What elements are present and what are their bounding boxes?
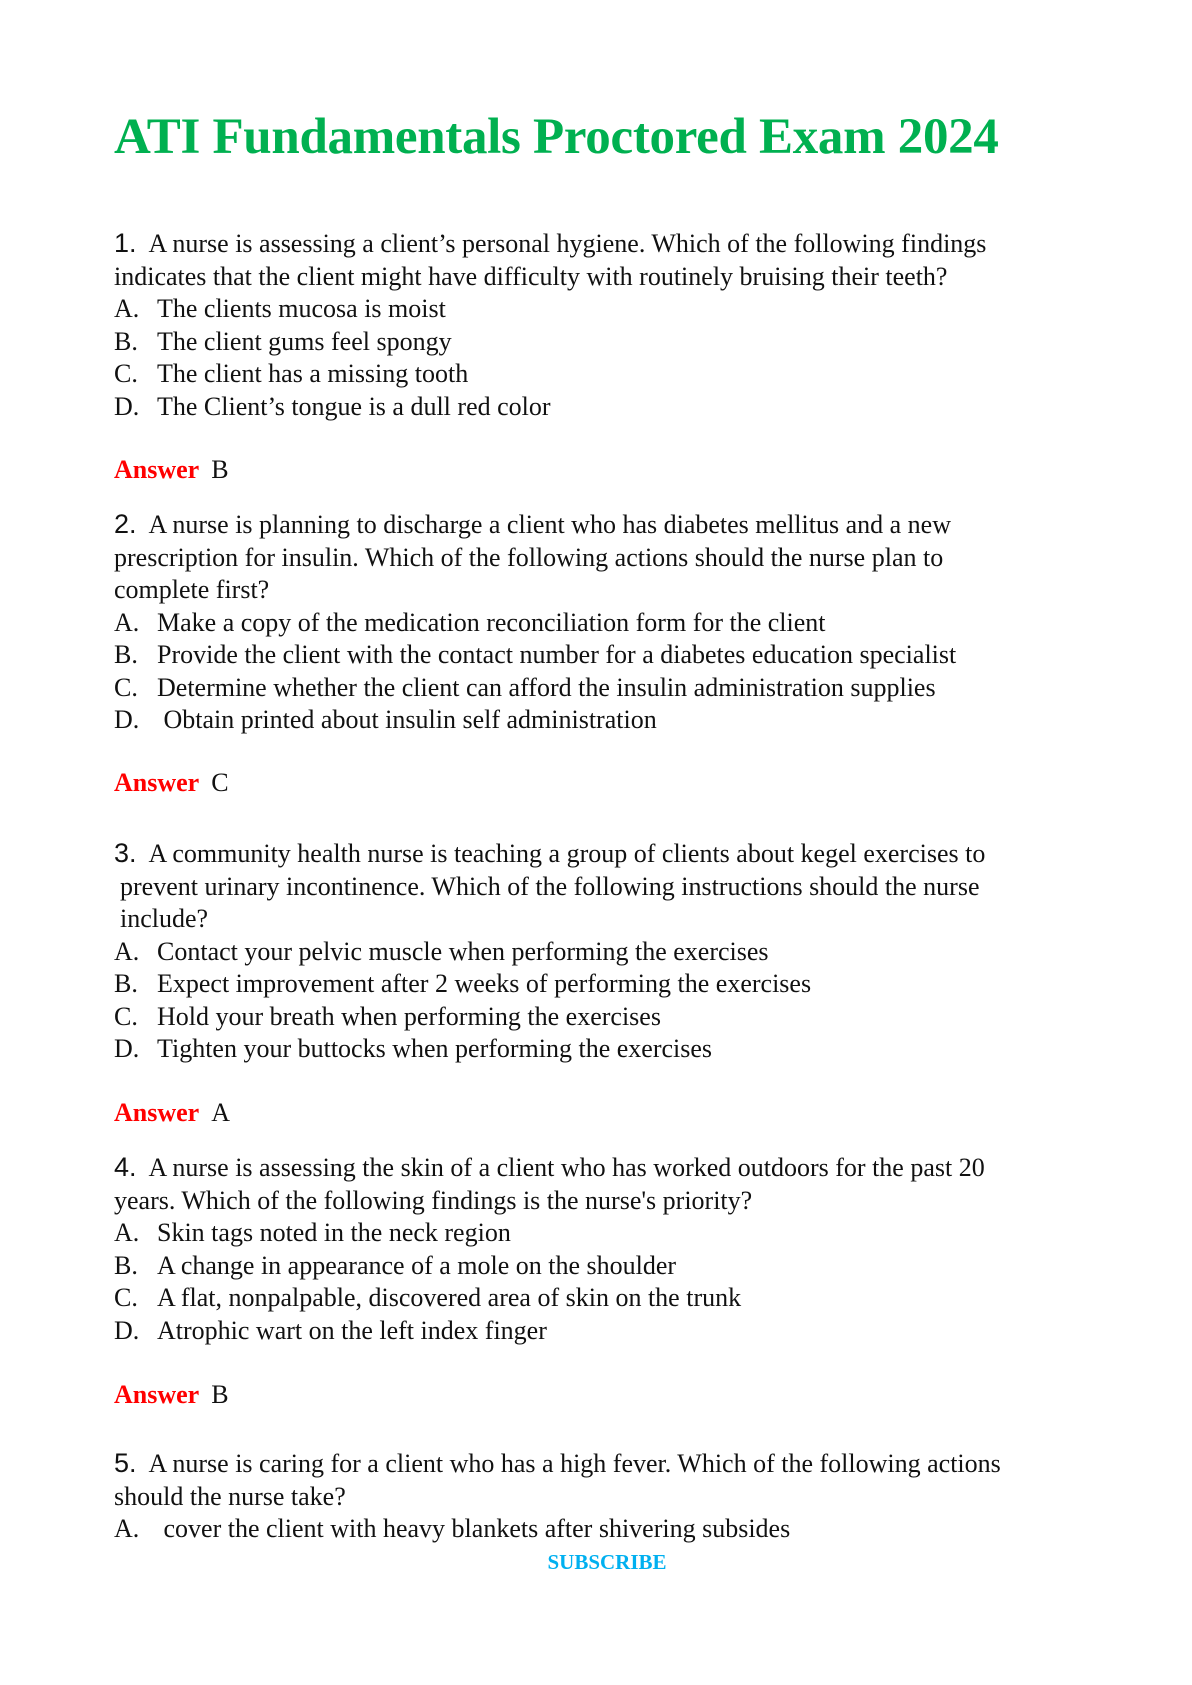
option-text: The client has a missing tooth xyxy=(157,359,469,388)
option-a xyxy=(114,607,956,640)
question-text: A nurse is planning to discharge a client who has diabetes mellitus and a new xyxy=(148,510,951,539)
question-line xyxy=(114,542,956,575)
option-letter: D. xyxy=(114,1315,140,1345)
question-text: should the nurse take? xyxy=(114,1481,346,1511)
option-c xyxy=(114,1282,985,1315)
question-4 xyxy=(114,1151,985,1347)
question-line xyxy=(114,508,956,542)
option-c xyxy=(114,672,956,705)
option-letter: D. xyxy=(114,1034,140,1063)
question-text: prescription for insulin. Which of the following actions should the nurse plan to xyxy=(114,542,944,572)
option-a xyxy=(114,1513,1001,1546)
option-text: A change in appearance of a mole on the shoulder xyxy=(157,1250,677,1280)
question-number: 3. xyxy=(114,838,137,868)
question-line xyxy=(114,574,956,607)
option-text: Make a copy of the medication reconciliation form for the client xyxy=(157,607,826,637)
question-line xyxy=(120,871,985,904)
question-3 xyxy=(114,837,986,1066)
question-number: 5. xyxy=(114,1448,137,1478)
option-letter: C. xyxy=(114,1283,138,1312)
option-b xyxy=(114,326,986,359)
question-5 xyxy=(114,1447,1001,1546)
option-d xyxy=(114,1033,985,1066)
answer-value: C xyxy=(211,768,229,797)
option-text: cover the client with heavy blankets after shivering subsides xyxy=(157,1514,791,1543)
option-text: Provide the client with the contact number for a diabetes education specialist xyxy=(157,640,957,669)
question-line xyxy=(114,837,985,871)
question-text: prevent urinary incontinence. Which of the following instructions should the nurse xyxy=(120,871,980,901)
option-b xyxy=(114,1250,985,1283)
option-text: Tighten your buttocks when performing the exercises xyxy=(157,1034,713,1063)
answer-value: B xyxy=(211,455,229,484)
option-letter: C. xyxy=(114,359,138,388)
answer-value: A xyxy=(211,1098,230,1127)
option-letter: B. xyxy=(114,1250,138,1280)
option-a xyxy=(114,293,986,326)
option-text: A flat, nonpalpable, discovered area of skin on the trunk xyxy=(157,1283,742,1312)
question-text: include? xyxy=(120,904,209,933)
subscribe-link[interactable]: SUBSCRIBE xyxy=(547,1550,667,1574)
answer-4 xyxy=(114,1379,229,1412)
option-text: Atrophic wart on the left index finger xyxy=(157,1315,547,1345)
option-text: Contact your pelvic muscle when performing the exercises xyxy=(157,936,769,966)
option-letter: A. xyxy=(114,607,140,637)
answer-3 xyxy=(114,1097,230,1130)
option-letter: A. xyxy=(114,1514,140,1543)
question-line xyxy=(114,1151,985,1185)
option-letter: D. xyxy=(114,705,140,734)
option-text: The Client’s tongue is a dull red color xyxy=(157,391,551,421)
answer-2 xyxy=(114,767,229,800)
question-text: A nurse is assessing a client’s personal hygiene. Which of the following findings xyxy=(148,229,987,258)
question-line xyxy=(120,903,985,936)
option-d xyxy=(114,704,956,737)
question-line xyxy=(114,261,986,294)
question-1 xyxy=(114,227,986,423)
question-2 xyxy=(114,508,956,737)
answer-value: B xyxy=(211,1380,229,1409)
option-text: Obtain printed about insulin self administration xyxy=(157,705,657,734)
option-text: Skin tags noted in the neck region xyxy=(157,1218,511,1247)
question-text: complete first? xyxy=(114,575,270,604)
question-text: indicates that the client might have difficulty with routinely bruising their teeth? xyxy=(114,261,948,291)
option-d xyxy=(114,1315,985,1348)
document-title: ATI Fundamentals Proctored Exam 2024 xyxy=(114,109,999,165)
option-letter: B. xyxy=(114,969,138,998)
question-number: 4. xyxy=(114,1152,137,1182)
option-letter: D. xyxy=(114,391,140,421)
question-text: A nurse is assessing the skin of a client who has worked outdoors for the past 20 xyxy=(148,1153,985,1182)
question-text: A nurse is caring for a client who has a high fever. Which of the following actions xyxy=(148,1449,1001,1478)
question-text: years. Which of the following findings is the nurse's priority? xyxy=(114,1185,753,1215)
option-b xyxy=(114,968,985,1001)
option-b xyxy=(114,639,956,672)
option-text: Hold your breath when performing the exercises xyxy=(157,1001,661,1031)
option-text: Determine whether the client can afford the insulin administration supplies xyxy=(157,672,936,702)
option-letter: B. xyxy=(114,326,138,356)
option-d xyxy=(114,391,986,424)
option-text: The clients mucosa is moist xyxy=(157,294,446,323)
answer-label: Answer xyxy=(114,1098,200,1127)
answer-1 xyxy=(114,454,229,487)
question-number: 1. xyxy=(114,228,137,258)
question-line xyxy=(114,1481,1001,1514)
option-letter: A. xyxy=(114,294,140,323)
question-line xyxy=(114,1447,1001,1481)
option-a xyxy=(114,936,985,969)
option-letter: A. xyxy=(114,936,140,966)
option-text: The client gums feel spongy xyxy=(157,326,452,356)
option-letter: B. xyxy=(114,640,138,669)
option-c xyxy=(114,358,986,391)
answer-label: Answer xyxy=(114,768,200,797)
option-text: Expect improvement after 2 weeks of performing the exercises xyxy=(157,969,812,998)
question-line xyxy=(114,227,986,261)
option-letter: C. xyxy=(114,672,138,702)
option-letter: A. xyxy=(114,1218,140,1247)
question-text: A community health nurse is teaching a group of clients about kegel exercises to xyxy=(148,839,986,868)
option-c xyxy=(114,1001,985,1034)
answer-label: Answer xyxy=(114,1380,200,1409)
answer-label: Answer xyxy=(114,455,200,484)
question-number: 2. xyxy=(114,509,137,539)
option-a xyxy=(114,1217,985,1250)
option-letter: C. xyxy=(114,1001,138,1031)
question-line xyxy=(114,1185,985,1218)
